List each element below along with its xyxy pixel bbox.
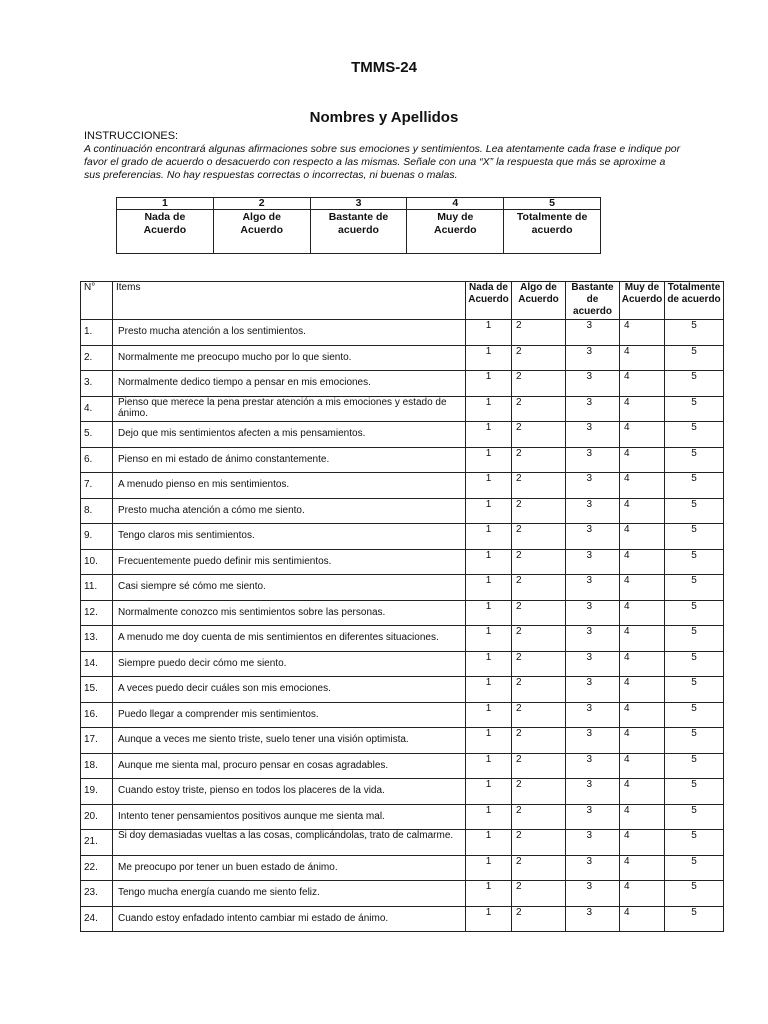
answer-option-3[interactable]: 3 bbox=[566, 626, 620, 652]
answer-option-4[interactable]: 4 bbox=[620, 447, 665, 473]
answer-option-3[interactable]: 3 bbox=[566, 702, 620, 728]
answer-option-5[interactable]: 5 bbox=[665, 855, 724, 881]
scale-label: Nada de Acuerdo bbox=[117, 210, 214, 254]
answer-option-4[interactable]: 4 bbox=[620, 524, 665, 550]
answer-option-3[interactable]: 3 bbox=[566, 855, 620, 881]
header-option-5: Totalmente de acuerdo bbox=[665, 282, 724, 320]
item-number: 5. bbox=[81, 422, 113, 448]
answer-option-3[interactable]: 3 bbox=[566, 549, 620, 575]
table-row bbox=[81, 473, 724, 499]
answer-option-4[interactable]: 4 bbox=[620, 549, 665, 575]
item-number: 7. bbox=[81, 473, 113, 499]
answer-option-2[interactable]: 2 bbox=[512, 575, 566, 601]
answer-option-2[interactable]: 2 bbox=[512, 447, 566, 473]
header-option-1: Nada de Acuerdo bbox=[466, 282, 512, 320]
answer-option-4[interactable]: 4 bbox=[620, 881, 665, 907]
item-number: 15. bbox=[81, 677, 113, 703]
item-text: Puedo llegar a comprender mis sentimientos. bbox=[113, 702, 466, 728]
item-text: Pienso en mi estado de ánimo constantemente. bbox=[113, 447, 466, 473]
item-text: Siempre puedo decir cómo me siento. bbox=[113, 651, 466, 677]
answer-option-5[interactable]: 5 bbox=[665, 575, 724, 601]
table-row bbox=[81, 906, 724, 932]
answer-option-5[interactable]: 5 bbox=[665, 345, 724, 371]
answer-option-4[interactable]: 4 bbox=[620, 651, 665, 677]
answer-option-2[interactable]: 2 bbox=[512, 753, 566, 779]
answer-option-1[interactable]: 1 bbox=[466, 345, 512, 371]
answer-option-5[interactable]: 5 bbox=[665, 906, 724, 932]
answer-option-2[interactable]: 2 bbox=[512, 804, 566, 830]
item-number: 22. bbox=[81, 855, 113, 881]
table-row bbox=[81, 626, 724, 652]
answer-option-3[interactable]: 3 bbox=[566, 320, 620, 346]
scale-number: 3 bbox=[310, 198, 407, 210]
answer-option-5[interactable]: 5 bbox=[665, 498, 724, 524]
answer-option-4[interactable]: 4 bbox=[620, 804, 665, 830]
table-row bbox=[81, 600, 724, 626]
answer-option-2[interactable]: 2 bbox=[512, 906, 566, 932]
item-number: 18. bbox=[81, 753, 113, 779]
answer-option-2[interactable]: 2 bbox=[512, 779, 566, 805]
table-row bbox=[81, 651, 724, 677]
header-option-4: Muy de Acuerdo bbox=[620, 282, 665, 320]
answer-option-4[interactable]: 4 bbox=[620, 600, 665, 626]
answer-option-3[interactable]: 3 bbox=[566, 728, 620, 754]
item-number: 1. bbox=[81, 320, 113, 346]
answer-option-4[interactable]: 4 bbox=[620, 320, 665, 346]
answer-option-4[interactable]: 4 bbox=[620, 371, 665, 397]
answer-option-4[interactable]: 4 bbox=[620, 345, 665, 371]
answer-option-2[interactable]: 2 bbox=[512, 600, 566, 626]
table-row bbox=[81, 881, 724, 907]
item-number: 10. bbox=[81, 549, 113, 575]
answer-option-3[interactable]: 3 bbox=[566, 600, 620, 626]
answer-option-5[interactable]: 5 bbox=[665, 320, 724, 346]
answer-option-5[interactable]: 5 bbox=[665, 702, 724, 728]
item-number: 2. bbox=[81, 345, 113, 371]
answer-option-2[interactable]: 2 bbox=[512, 651, 566, 677]
item-number: 23. bbox=[81, 881, 113, 907]
answer-option-3[interactable]: 3 bbox=[566, 906, 620, 932]
item-text: Normalmente dedico tiempo a pensar en mis emociones. bbox=[113, 371, 466, 397]
answer-option-4[interactable]: 4 bbox=[620, 779, 665, 805]
answer-option-1[interactable]: 1 bbox=[466, 779, 512, 805]
item-text: Cuando estoy triste, pienso en todos los placeres de la vida. bbox=[113, 779, 466, 805]
answer-option-3[interactable]: 3 bbox=[566, 396, 620, 422]
answer-option-1[interactable]: 1 bbox=[466, 753, 512, 779]
item-text: Me preocupo por tener un buen estado de ánimo. bbox=[113, 855, 466, 881]
answer-option-1[interactable]: 1 bbox=[466, 855, 512, 881]
answer-option-1[interactable]: 1 bbox=[466, 422, 512, 448]
answer-option-2[interactable]: 2 bbox=[512, 626, 566, 652]
table-row bbox=[81, 575, 724, 601]
item-text: A veces puedo decir cuáles son mis emociones. bbox=[113, 677, 466, 703]
answer-option-3[interactable]: 3 bbox=[566, 804, 620, 830]
item-text: Presto mucha atención a cómo me siento. bbox=[113, 498, 466, 524]
answer-option-3[interactable]: 3 bbox=[566, 677, 620, 703]
answer-option-5[interactable]: 5 bbox=[665, 371, 724, 397]
item-number: 4. bbox=[81, 396, 113, 422]
answer-option-5[interactable]: 5 bbox=[665, 524, 724, 550]
answer-option-4[interactable]: 4 bbox=[620, 396, 665, 422]
item-text: Pienso que merece la pena prestar atención a mis emociones y estado de ánimo. bbox=[113, 396, 466, 422]
table-row bbox=[81, 524, 724, 550]
answer-option-2[interactable]: 2 bbox=[512, 371, 566, 397]
answer-option-5[interactable]: 5 bbox=[665, 396, 724, 422]
item-text: Normalmente conozco mis sentimientos sobre las personas. bbox=[113, 600, 466, 626]
answer-option-2[interactable]: 2 bbox=[512, 320, 566, 346]
scale-label: Muy de Acuerdo bbox=[407, 210, 504, 254]
answer-option-5[interactable]: 5 bbox=[665, 830, 724, 856]
item-text: Si doy demasiadas vueltas a las cosas, complicándolas, trato de calmarme. bbox=[113, 830, 466, 856]
answer-option-1[interactable]: 1 bbox=[466, 830, 512, 856]
answer-option-1[interactable]: 1 bbox=[466, 371, 512, 397]
answer-option-3[interactable]: 3 bbox=[566, 524, 620, 550]
answer-option-3[interactable]: 3 bbox=[566, 447, 620, 473]
answer-option-5[interactable]: 5 bbox=[665, 881, 724, 907]
item-number: 12. bbox=[81, 600, 113, 626]
table-row bbox=[81, 677, 724, 703]
answer-option-2[interactable]: 2 bbox=[512, 396, 566, 422]
answer-option-3[interactable]: 3 bbox=[566, 575, 620, 601]
item-number: 9. bbox=[81, 524, 113, 550]
item-number: 8. bbox=[81, 498, 113, 524]
scale-number: 5 bbox=[504, 198, 601, 210]
answer-option-5[interactable]: 5 bbox=[665, 473, 724, 499]
scale-number: 1 bbox=[117, 198, 214, 210]
answer-option-2[interactable]: 2 bbox=[512, 524, 566, 550]
answer-option-1[interactable]: 1 bbox=[466, 702, 512, 728]
answer-option-4[interactable]: 4 bbox=[620, 498, 665, 524]
item-text: Dejo que mis sentimientos afecten a mis pensamientos. bbox=[113, 422, 466, 448]
answer-option-5[interactable]: 5 bbox=[665, 779, 724, 805]
answer-option-3[interactable]: 3 bbox=[566, 881, 620, 907]
item-number: 16. bbox=[81, 702, 113, 728]
answer-option-5[interactable]: 5 bbox=[665, 677, 724, 703]
name-field-label: Nombres y Apellidos bbox=[309, 109, 459, 126]
answer-option-3[interactable]: 3 bbox=[566, 830, 620, 856]
answer-option-4[interactable]: 4 bbox=[620, 575, 665, 601]
answer-option-2[interactable]: 2 bbox=[512, 830, 566, 856]
answer-option-2[interactable]: 2 bbox=[512, 855, 566, 881]
answer-option-1[interactable]: 1 bbox=[466, 473, 512, 499]
item-number: 3. bbox=[81, 371, 113, 397]
answer-option-1[interactable]: 1 bbox=[466, 320, 512, 346]
answer-option-1[interactable]: 1 bbox=[466, 728, 512, 754]
item-text: Aunque a veces me siento triste, suelo tener una visión optimista. bbox=[113, 728, 466, 754]
table-row bbox=[81, 779, 724, 805]
table-row bbox=[81, 753, 724, 779]
answer-option-4[interactable]: 4 bbox=[620, 830, 665, 856]
item-text: Presto mucha atención a los sentimientos. bbox=[113, 320, 466, 346]
answer-option-5[interactable]: 5 bbox=[665, 422, 724, 448]
answer-option-4[interactable]: 4 bbox=[620, 422, 665, 448]
questionnaire-table bbox=[80, 281, 724, 932]
table-row bbox=[81, 320, 724, 346]
answer-option-3[interactable]: 3 bbox=[566, 651, 620, 677]
answer-option-3[interactable]: 3 bbox=[566, 473, 620, 499]
answer-option-5[interactable]: 5 bbox=[665, 728, 724, 754]
answer-option-4[interactable]: 4 bbox=[620, 677, 665, 703]
item-text: Aunque me sienta mal, procuro pensar en cosas agradables. bbox=[113, 753, 466, 779]
answer-option-2[interactable]: 2 bbox=[512, 345, 566, 371]
table-row bbox=[81, 702, 724, 728]
answer-option-1[interactable]: 1 bbox=[466, 447, 512, 473]
scale-label: Totalmente de acuerdo bbox=[504, 210, 601, 254]
answer-option-5[interactable]: 5 bbox=[665, 804, 724, 830]
answer-option-4[interactable]: 4 bbox=[620, 728, 665, 754]
item-text: Cuando estoy enfadado intento cambiar mi estado de ánimo. bbox=[113, 906, 466, 932]
header-option-3: Bastante de acuerdo bbox=[566, 282, 620, 320]
table-row bbox=[81, 804, 724, 830]
answer-option-3[interactable]: 3 bbox=[566, 498, 620, 524]
answer-option-1[interactable]: 1 bbox=[466, 524, 512, 550]
item-number: 19. bbox=[81, 779, 113, 805]
answer-option-3[interactable]: 3 bbox=[566, 753, 620, 779]
answer-option-5[interactable]: 5 bbox=[665, 600, 724, 626]
scale-legend-table bbox=[116, 197, 601, 254]
header-items: Items bbox=[113, 282, 466, 320]
item-text: Casi siempre sé cómo me siento. bbox=[113, 575, 466, 601]
answer-option-2[interactable]: 2 bbox=[512, 422, 566, 448]
scale-number: 2 bbox=[213, 198, 310, 210]
answer-option-1[interactable]: 1 bbox=[466, 651, 512, 677]
item-text: Intento tener pensamientos positivos aunque me sienta mal. bbox=[113, 804, 466, 830]
item-text: Tengo mucha energía cuando me siento feliz. bbox=[113, 881, 466, 907]
answer-option-1[interactable]: 1 bbox=[466, 575, 512, 601]
item-text: A menudo pienso en mis sentimientos. bbox=[113, 473, 466, 499]
instructions-label: INSTRUCCIONES: bbox=[84, 130, 179, 142]
table-row bbox=[81, 498, 724, 524]
item-text: Frecuentemente puedo definir mis sentimientos. bbox=[113, 549, 466, 575]
answer-option-3[interactable]: 3 bbox=[566, 371, 620, 397]
instructions-text: A continuación encontrará algunas afirmaciones sobre sus emociones y sentimientos. Lea atentamente cada frase e indique por favor el grado de acuerdo o desacuerdo con respecto a las mismas. Señale con una “X” la respuesta que más se aproxime a sus preferencias. No hay respuestas correctas o incorrectas, ni buenas o malas. bbox=[84, 143, 681, 181]
answer-option-5[interactable]: 5 bbox=[665, 753, 724, 779]
table-row bbox=[81, 728, 724, 754]
item-number: 6. bbox=[81, 447, 113, 473]
item-text: Normalmente me preocupo mucho por lo que siento. bbox=[113, 345, 466, 371]
answer-option-2[interactable]: 2 bbox=[512, 498, 566, 524]
answer-option-5[interactable]: 5 bbox=[665, 447, 724, 473]
scale-label: Bastante de acuerdo bbox=[310, 210, 407, 254]
table-row bbox=[81, 422, 724, 448]
answer-option-4[interactable]: 4 bbox=[620, 906, 665, 932]
table-row bbox=[81, 830, 724, 856]
answer-option-5[interactable]: 5 bbox=[665, 549, 724, 575]
answer-option-1[interactable]: 1 bbox=[466, 677, 512, 703]
item-number: 21. bbox=[81, 830, 113, 856]
answer-option-3[interactable]: 3 bbox=[566, 779, 620, 805]
document-title: TMMS-24 bbox=[351, 59, 417, 76]
answer-option-4[interactable]: 4 bbox=[620, 626, 665, 652]
answer-option-2[interactable]: 2 bbox=[512, 881, 566, 907]
item-number: 11. bbox=[81, 575, 113, 601]
scale-number: 4 bbox=[407, 198, 504, 210]
header-number: N° bbox=[81, 282, 113, 320]
item-text: Tengo claros mis sentimientos. bbox=[113, 524, 466, 550]
answer-option-5[interactable]: 5 bbox=[665, 626, 724, 652]
answer-option-1[interactable]: 1 bbox=[466, 549, 512, 575]
answer-option-4[interactable]: 4 bbox=[620, 855, 665, 881]
answer-option-2[interactable]: 2 bbox=[512, 549, 566, 575]
item-text: A menudo me doy cuenta de mis sentimientos en diferentes situaciones. bbox=[113, 626, 466, 652]
answer-option-5[interactable]: 5 bbox=[665, 651, 724, 677]
table-row bbox=[81, 447, 724, 473]
table-row bbox=[81, 345, 724, 371]
table-row bbox=[81, 549, 724, 575]
answer-option-2[interactable]: 2 bbox=[512, 702, 566, 728]
item-number: 14. bbox=[81, 651, 113, 677]
answer-option-3[interactable]: 3 bbox=[566, 422, 620, 448]
table-header-row bbox=[81, 282, 724, 320]
answer-option-1[interactable]: 1 bbox=[466, 906, 512, 932]
answer-option-4[interactable]: 4 bbox=[620, 473, 665, 499]
answer-option-1[interactable]: 1 bbox=[466, 626, 512, 652]
table-row bbox=[81, 855, 724, 881]
answer-option-2[interactable]: 2 bbox=[512, 728, 566, 754]
scale-label: Algo de Acuerdo bbox=[213, 210, 310, 254]
header-option-2: Algo de Acuerdo bbox=[512, 282, 566, 320]
table-row bbox=[81, 371, 724, 397]
item-number: 20. bbox=[81, 804, 113, 830]
item-number: 24. bbox=[81, 906, 113, 932]
answer-option-2[interactable]: 2 bbox=[512, 677, 566, 703]
answer-option-3[interactable]: 3 bbox=[566, 345, 620, 371]
answer-option-1[interactable]: 1 bbox=[466, 804, 512, 830]
answer-option-1[interactable]: 1 bbox=[466, 396, 512, 422]
answer-option-1[interactable]: 1 bbox=[466, 600, 512, 626]
table-row bbox=[81, 396, 724, 422]
answer-option-2[interactable]: 2 bbox=[512, 473, 566, 499]
item-number: 17. bbox=[81, 728, 113, 754]
answer-option-4[interactable]: 4 bbox=[620, 702, 665, 728]
item-number: 13. bbox=[81, 626, 113, 652]
answer-option-4[interactable]: 4 bbox=[620, 753, 665, 779]
answer-option-1[interactable]: 1 bbox=[466, 881, 512, 907]
answer-option-1[interactable]: 1 bbox=[466, 498, 512, 524]
